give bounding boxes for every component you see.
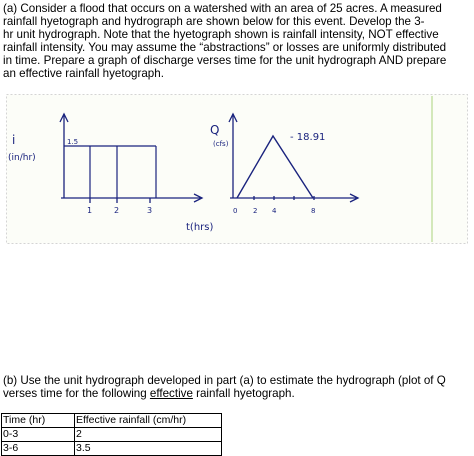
part-b-text: verses time for the following — [3, 386, 150, 400]
sketch-paper — [7, 95, 468, 244]
table-cell: 3-6 — [2, 442, 75, 456]
part-a-line: hr unit hydrograph. Note that the hyetograph shown is rainfall intensity, NOT effective — [3, 27, 439, 41]
part-b-line — [3, 388, 469, 401]
part-a-line: rainfall intensity. You may assume the “abstractions” or losses are uniformly distributed — [3, 40, 447, 54]
hydrograph-x-tick: 0 — [233, 207, 238, 215]
hand-drawn-sketch — [6, 94, 468, 244]
table-cell: 3.5 — [75, 442, 222, 456]
table-row — [2, 442, 222, 456]
part-a-line: rainfall hyetograph and hydrograph are shown below for this event. Develop the 3- — [3, 14, 425, 28]
table-header: Effective rainfall (cm/hr) — [75, 414, 222, 428]
time-axis-label: t(hrs) — [186, 222, 214, 233]
underlined-word: effective — [149, 386, 193, 400]
peak-discharge-label: - 18.91 — [290, 132, 326, 143]
table-cell: 2 — [75, 428, 222, 442]
part-a-line: (a) Consider a flood that occurs on a watershed with an area of 25 acres. A measured — [3, 2, 442, 15]
hyetograph-y-units: (in/hr) — [8, 153, 36, 163]
part-a-line: in time. Prepare a graph of discharge verses time for the unit hydrograph AND prepare — [3, 53, 447, 67]
effective-rainfall-table — [1, 413, 222, 456]
hyetograph-x-tick: 2 — [114, 206, 120, 215]
hydrograph-y-label: Q — [210, 123, 220, 137]
hydrograph-y-units: (cfs) — [213, 140, 229, 148]
hyetograph-x-tick: 3 — [147, 206, 153, 215]
intensity-label: 1.5 — [67, 138, 79, 146]
hydrograph-x-tick: 2 — [253, 207, 258, 215]
part-b-line: (b) Use the unit hydrograph developed in part (a) to estimate the hydrograph (plot of Q — [3, 374, 446, 387]
hydrograph-x-tick: 4 — [272, 207, 277, 215]
table-cell: 0-3 — [2, 428, 75, 442]
hyetograph-x-tick: 1 — [87, 206, 93, 215]
part-a-question — [3, 3, 469, 80]
hydrograph-x-tick: 8 — [311, 207, 316, 215]
hyetograph-y-label: i — [12, 133, 16, 147]
table-header-row — [2, 414, 222, 428]
part-b-question — [3, 375, 469, 401]
table-header: Time (hr) — [2, 414, 75, 428]
table-row — [2, 428, 222, 442]
part-b-text: rainfall hyetograph. — [192, 386, 295, 400]
part-a-line: an effective rainfall hyetograph. — [3, 66, 164, 80]
